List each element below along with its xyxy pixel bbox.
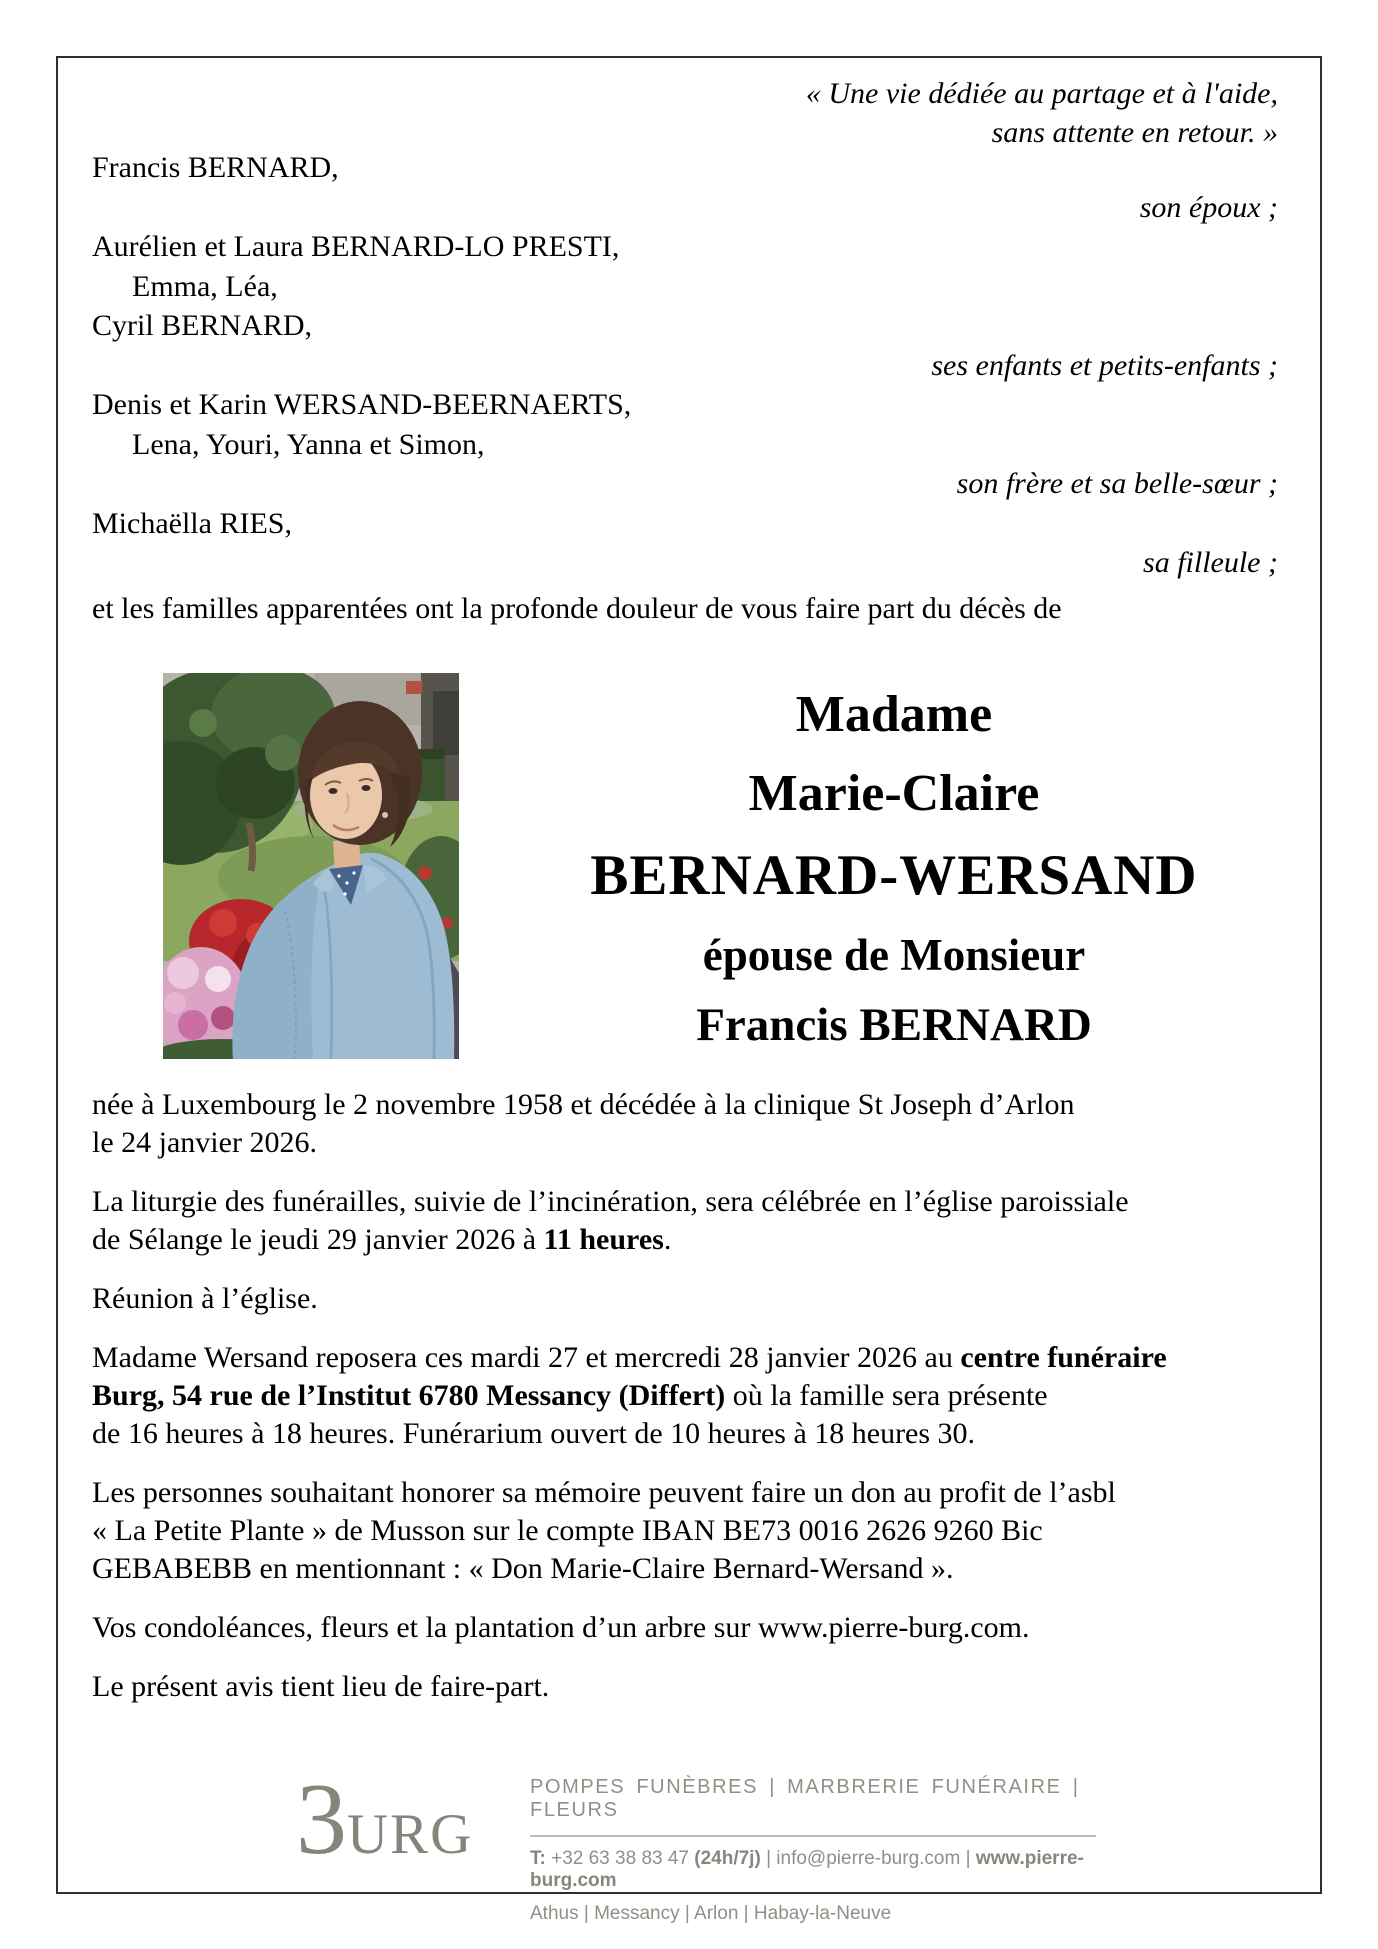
burg-logo-rest: URG <box>347 1803 474 1866</box>
announcement-intro: et les familles apparentées ont la profonde douleur de vous faire part du décès de <box>92 591 1062 625</box>
paragraph-line <box>92 1124 1308 1162</box>
portrait-photo <box>163 673 459 1059</box>
paragraph-line <box>92 1415 1308 1453</box>
footer-contact-line <box>530 1848 1096 1892</box>
relation-annotation: ses enfants et petits-enfants ; <box>931 348 1278 382</box>
emphasis-text: 11 heures <box>543 1223 664 1256</box>
paragraph-line <box>92 1086 1308 1124</box>
paragraph-line <box>92 1221 1308 1259</box>
deceased-spouse-line: épouse de Monsieur <box>702 930 1086 980</box>
plain-text: Madame Wersand reposera ces mardi 27 et mercredi 28 janvier 2026 au <box>92 1341 961 1374</box>
paragraph-line <box>92 1183 1308 1221</box>
portrait-photo-image <box>163 673 459 1059</box>
body-paragraph <box>92 1609 1308 1647</box>
footer-separator <box>530 1835 1096 1837</box>
plain-text: Les personnes souhaitant honorer sa mémoire peuvent faire un don au profit de l’asbl <box>92 1476 1116 1509</box>
body-paragraph <box>92 1339 1308 1453</box>
deceased-civility: Madame <box>795 686 993 743</box>
paragraph-line <box>92 1609 1308 1647</box>
plain-text: Vos condoléances, fleurs et la plantation d’un arbre sur www.pierre-burg.com. <box>92 1611 1030 1644</box>
plain-text: née à Luxembourg le 2 novembre 1958 et décédée à la clinique St Joseph d’Arlon <box>92 1088 1075 1121</box>
paragraph-line <box>92 1280 1308 1318</box>
deceased-spouse-name: Francis BERNARD <box>696 999 1092 1051</box>
emphasis-text: centre funéraire <box>960 1341 1167 1374</box>
paragraph-line <box>92 1339 1308 1377</box>
mourner-name: Denis et Karin WERSAND-BEERNAERTS, <box>92 388 632 421</box>
plain-text: Le présent avis tient lieu de faire-part. <box>92 1670 550 1703</box>
phone-label: T: <box>530 1848 546 1869</box>
footer-cities-line: Athus | Messancy | Arlon | Habay-la-Neuve <box>530 1903 892 1924</box>
mourner-name: Lena, Youri, Yanna et Simon, <box>132 427 485 461</box>
deceased-last-name: BERNARD-WERSAND <box>590 844 1198 907</box>
relation-annotation: son frère et sa belle-sœur ; <box>956 467 1278 500</box>
plain-text: où la famille sera présente <box>725 1379 1048 1412</box>
body-text <box>92 1086 1308 1727</box>
relation-annotation: son époux ; <box>1139 190 1278 224</box>
mourner-name: Michaëlla RIES, <box>92 506 292 540</box>
email-text: | info@pierre-burg.com | <box>760 1848 976 1869</box>
emphasis-text: Burg, 54 rue de l’Institut 6780 Messancy (Differt) <box>92 1379 726 1412</box>
mourner-name: Emma, Léa, <box>132 269 278 303</box>
burg-logo <box>296 1763 474 1876</box>
paragraph-line <box>92 1512 1308 1550</box>
memorial-quote-line1: « Une vie dédiée au partage et à l'aide, <box>805 77 1278 110</box>
memorial-quote <box>92 74 1278 152</box>
mourner-name: Aurélien et Laura BERNARD-LO PRESTI, <box>92 230 620 263</box>
body-paragraph <box>92 1183 1308 1259</box>
plain-text: La liturgie des funérailles, suivie de l’incinération, sera célébrée en l’église paroissiale <box>92 1185 1129 1218</box>
phone-number: +32 63 38 83 47 <box>545 1848 695 1869</box>
paragraph-line <box>92 1377 1308 1415</box>
paragraph-line <box>92 1550 1308 1588</box>
body-paragraph <box>92 1474 1308 1588</box>
deceased-first-names: Marie-Claire <box>748 765 1040 822</box>
relation-annotation: sa filleule ; <box>1143 546 1278 579</box>
mourners-list <box>92 148 1278 628</box>
burg-logo-initial: 3 <box>296 1763 347 1876</box>
plain-text: de Sélange le jeudi 29 janvier 2026 à <box>92 1223 544 1256</box>
plain-text: « La Petite Plante » de Musson sur le compte IBAN BE73 0016 2626 9260 Bic <box>92 1514 1043 1547</box>
plain-text: Réunion à l’église. <box>92 1282 318 1315</box>
memorial-quote-line2: sans attente en retour. » <box>991 116 1278 149</box>
deceased-title-block <box>466 676 1322 1058</box>
footer-info <box>530 1776 1096 1925</box>
footer-services-line: POMPES FUNÈBRES | MARBRERIE FUNÉRAIRE | FLEURS <box>530 1776 1080 1821</box>
paragraph-line <box>92 1668 1308 1706</box>
mourner-name: Francis BERNARD, <box>92 151 339 184</box>
plain-text: le 24 janvier 2026. <box>92 1126 317 1159</box>
body-paragraph <box>92 1280 1308 1318</box>
body-paragraph <box>92 1086 1308 1162</box>
mourner-name: Cyril BERNARD, <box>92 309 313 342</box>
plain-text: GEBABEBB en mentionnant : « Don Marie-Claire Bernard-Wersand ». <box>92 1552 954 1585</box>
website-text: www.pierre-burg.com <box>530 1848 1084 1891</box>
hours-badge: (24h/7j) <box>694 1848 761 1869</box>
paragraph-line <box>92 1474 1308 1512</box>
plain-text: . <box>663 1223 672 1256</box>
plain-text: de 16 heures à 18 heures. Funérarium ouvert de 10 heures à 18 heures 30. <box>92 1417 976 1450</box>
body-paragraph <box>92 1668 1308 1706</box>
